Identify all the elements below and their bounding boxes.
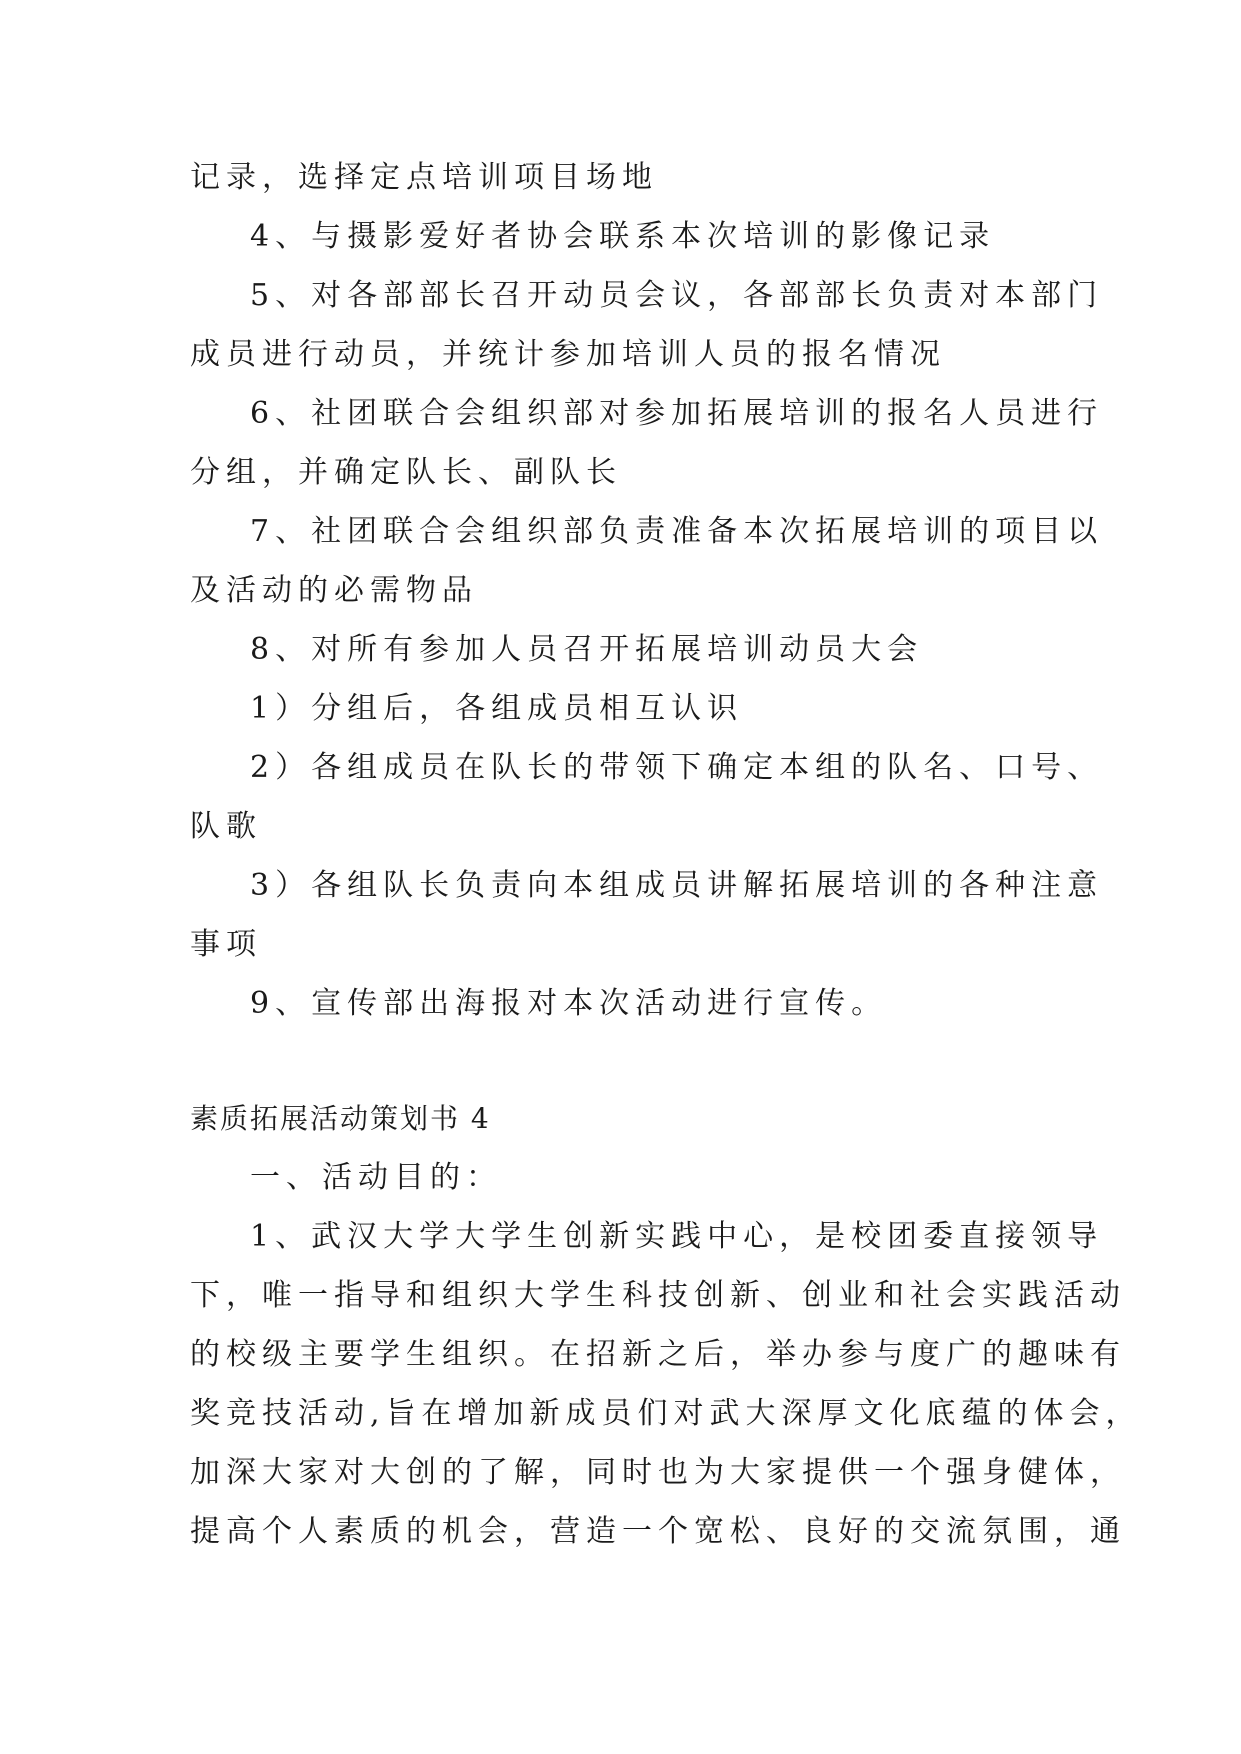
text-line: 1、武汉大学大学生创新实践中心，是校团委直接领导: [250, 1219, 1104, 1254]
text-line: 事项: [190, 927, 262, 962]
text-line: 3）各组队长负责向本组成员讲解拓展培训的各种注意: [250, 868, 1104, 903]
text-line: 8、对所有参加人员召开拓展培训动员大会: [250, 632, 924, 667]
text-line: 记录，选择定点培训项目场地: [190, 160, 658, 195]
section-heading: 一、活动目的：: [250, 1160, 502, 1195]
text-line: 成员进行动员，并统计参加培训人员的报名情况: [190, 337, 946, 372]
section-title: 素质拓展活动策划书 4: [190, 1102, 491, 1135]
text-line: 及活动的必需物品: [190, 573, 478, 608]
text-line: 分组，并确定队长、副队长: [190, 455, 622, 490]
text-line: 奖竞技活动,旨在增加新成员们对武大深厚文化底蕴的体会，: [190, 1396, 1142, 1431]
text-line: 队歌: [190, 809, 262, 844]
text-line: 5、对各部部长召开动员会议，各部部长负责对本部门: [250, 278, 1104, 313]
text-line: 6、社团联合会组织部对参加拓展培训的报名人员进行: [250, 396, 1104, 431]
text-line: 4、与摄影爱好者协会联系本次培训的影像记录: [250, 219, 996, 254]
text-line: 下，唯一指导和组织大学生科技创新、创业和社会实践活动: [190, 1278, 1126, 1313]
text-line: 2）各组成员在队长的带领下确定本组的队名、口号、: [250, 750, 1104, 785]
text-line: 7、社团联合会组织部负责准备本次拓展培训的项目以: [250, 514, 1104, 549]
text-line: 9、宣传部出海报对本次活动进行宣传。: [250, 986, 888, 1021]
text-line: 加深大家对大创的了解，同时也为大家提供一个强身健体，: [190, 1455, 1126, 1490]
text-line: 的校级主要学生组织。在招新之后，举办参与度广的趣味有: [190, 1337, 1126, 1372]
text-line: 提高个人素质的机会，营造一个宽松、良好的交流氛围，通: [190, 1514, 1126, 1549]
text-line: 1）分组后，各组成员相互认识: [250, 691, 744, 726]
